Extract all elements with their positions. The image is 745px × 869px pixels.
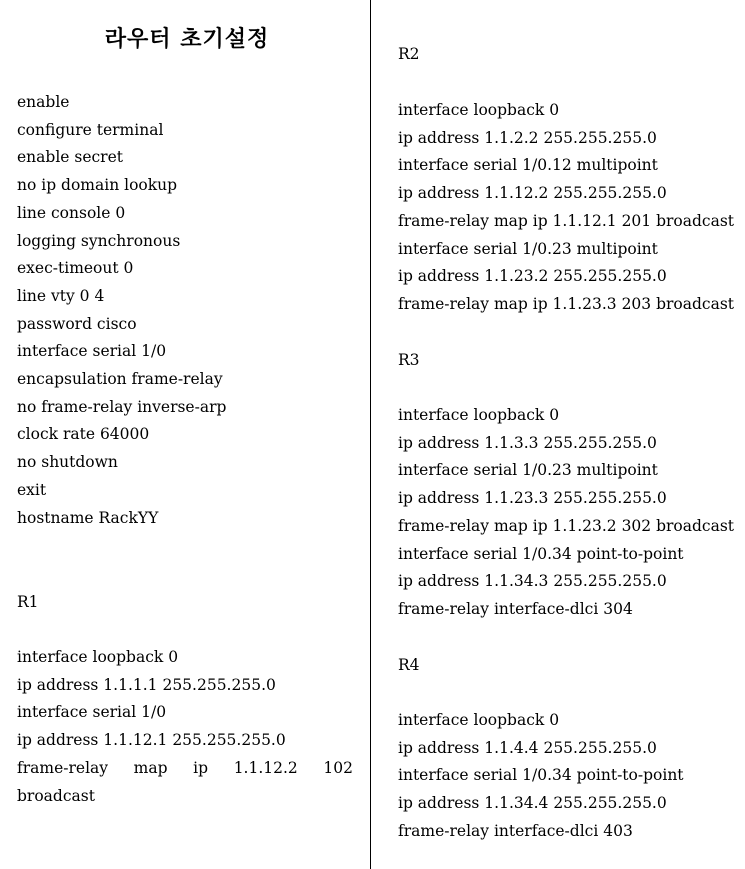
r4-heading: R4 [398,656,420,674]
config-line: ip address 1.1.12.2 255.255.255.0 [398,184,667,203]
config-word: 102 [323,758,353,777]
config-line: interface loopback 0 [398,406,560,424]
r2-section [398,41,420,69]
config-line: enable secret [17,148,123,167]
config-line: clock rate 64000 [17,425,150,444]
r4-config-block [398,707,684,846]
config-line-justified [17,755,353,783]
config-line: exec-timeout 0 [17,259,134,278]
r1-section [17,589,39,617]
config-line: ip address 1.1.23.3 255.255.255.0 [398,489,667,508]
config-line: ip address 1.1.4.4 255.255.255.0 [398,738,657,757]
config-line: ip address 1.1.34.3 255.255.255.0 [398,572,667,591]
config-line: hostname RackYY [17,508,159,527]
config-line: no shutdown [17,453,118,472]
config-line: interface loopback 0 [398,711,560,729]
config-word: map [133,758,168,777]
config-line: interface loopback 0 [398,101,560,119]
config-line: ip address 1.1.34.4 255.255.255.0 [398,794,667,813]
config-line: line vty 0 4 [17,286,105,305]
config-line: frame-relay interface-dlci 403 [398,821,633,840]
r2-heading: R2 [398,45,420,63]
config-word: frame-relay [17,758,109,777]
config-line: ip address 1.1.3.3 255.255.255.0 [398,433,657,452]
r3-section [398,347,420,375]
config-line: logging synchronous [17,231,181,250]
config-line: ip address 1.1.23.2 255.255.255.0 [398,267,667,286]
config-line: interface loopback 0 [17,648,179,666]
config-line: ip address 1.1.1.1 255.255.255.0 [17,675,276,694]
config-line: interface serial 1/0.34 point-to-point [398,544,684,563]
config-line: no frame-relay inverse-arp [17,397,227,416]
r3-heading: R3 [398,351,420,369]
config-line: encapsulation frame-relay [17,370,223,389]
column-divider [370,0,371,869]
config-line: interface serial 1/0.23 multipoint [398,461,658,480]
r2-config-block [398,97,734,319]
config-line: frame-relay map ip 1.1.23.2 302 broadcast [398,516,735,535]
r1-heading: R1 [17,593,39,611]
r1-config-block [17,644,353,810]
config-line: frame-relay interface-dlci 304 [398,599,633,618]
config-line: broadcast [17,786,95,805]
config-line: frame-relay map ip 1.1.23.3 203 broadcast [398,294,735,313]
config-line: frame-relay map ip 1.1.12.1 201 broadcast [398,211,735,230]
config-word: ip [193,758,209,777]
initial-config-block [17,89,226,532]
config-line: interface serial 1/0.12 multipoint [398,156,658,175]
config-line: password cisco [17,314,137,333]
config-line: configure terminal [17,120,164,139]
r4-section [398,652,420,680]
config-line: ip address 1.1.2.2 255.255.255.0 [398,128,657,147]
config-word: 1.1.12.2 [233,758,298,777]
config-line: interface serial 1/0 [17,703,167,722]
config-line: interface serial 1/0.34 point-to-point [398,766,684,785]
config-line: exit [17,480,47,499]
config-line: interface serial 1/0.23 multipoint [398,239,658,258]
config-line: line console 0 [17,203,126,222]
config-line: enable [17,93,70,111]
page-title: 라우터 초기설정 [104,27,270,52]
r3-config-block [398,402,734,624]
config-line: ip address 1.1.12.1 255.255.255.0 [17,731,286,750]
config-line: no ip domain lookup [17,176,178,195]
config-line: interface serial 1/0 [17,342,167,361]
